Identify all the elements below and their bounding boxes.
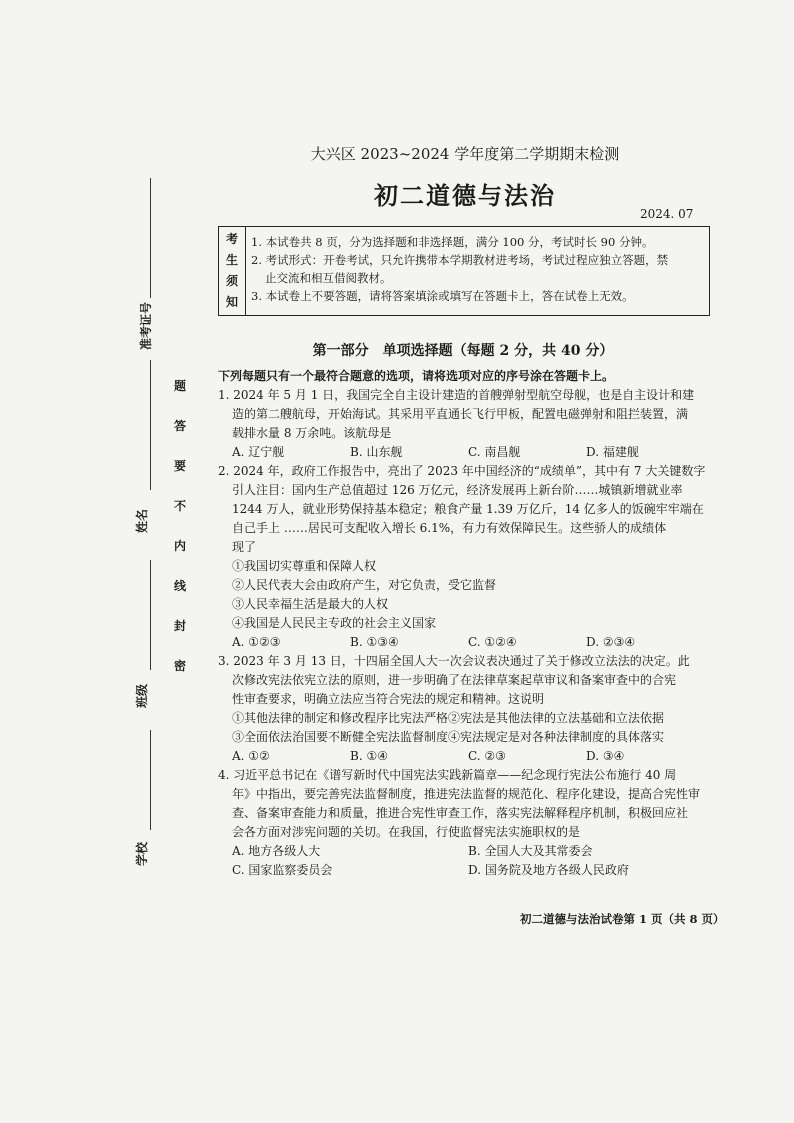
seal-char: 答 (173, 419, 186, 433)
options (218, 747, 714, 766)
question-4 (218, 766, 714, 880)
question-line: 3. 2023 年 3 月 13 日，十四届全国人大一次会议表决通过了关于修改立法法的决定。此 (218, 654, 690, 668)
notice-label-char: 须 (225, 274, 238, 288)
statement: ③人民幸福生活是最大的人权 (232, 597, 389, 611)
option-c: C. ②③ (468, 749, 506, 763)
notice-item: 2. 考试形式：开卷考试，只允许携带本学期教材进考场，考试过程应独立答题，禁 (251, 253, 669, 267)
option-c: C. ①②④ (468, 635, 517, 649)
notice-label-char: 考 (225, 232, 238, 246)
statement: ④我国是人民民主专政的社会主义国家 (232, 616, 437, 630)
name-label: 姓名 (135, 508, 150, 534)
exam-number-line (150, 178, 151, 298)
question-line: 会各方面对涉宪问题的关切。在我国，行使监督宪法实施职权的是 (232, 825, 581, 839)
question-line: 自己手上 ……居民可支配收入增长 6.1%，有力有效保障民生。这些骄人的成绩体 (232, 521, 667, 535)
question-line: 年》中指出，要完善宪法监督制度，推进宪法监督的规范化、程序化建设，提高合宪性审 (232, 787, 701, 801)
options (218, 443, 714, 462)
option-a: A. ①② (232, 749, 270, 763)
question-line: 造的第二艘航母，开始海试。其采用平直通长飞行甲板，配置电磁弹射和阻拦装置，满 (232, 407, 689, 421)
class-label: 班级 (135, 683, 150, 709)
question-1 (218, 386, 714, 462)
option-d: D. ③④ (586, 749, 625, 763)
exam-title: 大兴区 2023~2024 学年度第二学期期末检测 (310, 145, 620, 163)
question-line: 引人注目：国内生产总值超过 126 万亿元，经济发展再上新台阶……城镇新增就业率 (232, 483, 683, 497)
seal-line-text (172, 378, 188, 698)
school-line (150, 730, 151, 830)
question-line: 次修改宪法依宪立法的原则，进一步明确了在法律草案起草审议和备案审查中的合宪 (232, 673, 677, 687)
seal-char: 题 (173, 379, 186, 393)
question-line: 现了 (232, 540, 257, 554)
statement: ②人民代表大会由政府产生，对它负责，受它监督 (232, 578, 497, 592)
notice-item: 止交流和相互借阅教材。 (265, 271, 392, 285)
notice-item: 1. 本试卷共 8 页，分为选择题和非选择题，满分 100 分，考试时长 90 分钟。 (251, 235, 654, 249)
seal-char: 密 (173, 659, 186, 673)
question-line: 1. 2024 年 5 月 1 日，我国完全自主设计建造的首艘弹射型航空母舰，也是自主设计和建 (218, 388, 695, 402)
option-b: B. 山东舰 (350, 445, 403, 459)
notice-body (251, 233, 705, 305)
question-2 (218, 462, 714, 652)
question-line: 4. 习近平总书记在《谱写新时代中国宪法实践新篇章——纪念现行宪法公布施行 40 周 (218, 768, 677, 782)
notice-item: 3. 本试卷上不要答题，请将答案填涂或填写在答题卡上，答在试卷上无效。 (251, 289, 634, 303)
option-a: A. 地方各级人大 (232, 844, 321, 858)
seal-char: 封 (173, 619, 186, 633)
seal-char: 内 (173, 539, 186, 553)
class-line (150, 560, 151, 670)
exam-number-label: 准考证号 (139, 301, 154, 351)
school-label: 学校 (135, 841, 150, 867)
notice-label (219, 227, 246, 315)
option-c: C. 南昌舰 (468, 445, 521, 459)
option-c: C. 国家监察委员会 (232, 863, 333, 877)
option-a: A. ①②③ (232, 635, 281, 649)
subject-title: 初二道德与法治 (374, 181, 556, 210)
statement: ①我国切实尊重和保障人权 (232, 559, 377, 573)
option-a: A. 辽宁舰 (232, 445, 285, 459)
exam-date: 2024. 07 (640, 207, 694, 221)
questions-area (218, 367, 714, 880)
question-line: 性审查要求，明确立法应当符合宪法的规定和精神。这说明 (232, 692, 545, 706)
candidate-notice-box (218, 226, 710, 316)
statement: ③全面依法治国要不断健全宪法监督制度④宪法规定是对各种法律制度的具体落实 (232, 730, 665, 744)
option-d: D. ②③④ (586, 635, 636, 649)
section-title: 第一部分 单项选择题（每题 2 分，共 40 分） (312, 343, 614, 359)
seal-char: 要 (173, 459, 186, 473)
notice-label-char: 生 (225, 253, 238, 267)
option-b: B. 全国人大及其常委会 (468, 844, 593, 858)
option-b: B. ①③④ (350, 635, 399, 649)
page-footer: 初二道德与法治试卷第 1 页（共 8 页） (520, 912, 725, 926)
question-line: 1244 万人，就业形势保持基本稳定；粮食产量 1.39 万亿斤，14 亿多人的饭碗牢牢端在 (232, 502, 704, 516)
seal-char: 线 (173, 579, 186, 593)
statement: ①其他法律的制定和修改程序比宪法严格②宪法是其他法律的立法基础和立法依据 (232, 711, 665, 725)
question-line: 2. 2024 年，政府工作报告中，亮出了 2023 年中国经济的“成绩单”，其中有 7 大关键数字 (218, 464, 706, 478)
seal-char: 不 (173, 499, 186, 513)
option-d: D. 国务院及地方各级人民政府 (468, 863, 629, 877)
question-line: 载排水量 8 万余吨。该航母是 (232, 426, 392, 440)
question-3 (218, 652, 714, 766)
option-d: D. 福建舰 (586, 445, 639, 459)
notice-label-char: 知 (225, 295, 238, 309)
options (218, 842, 714, 880)
options (218, 633, 714, 652)
name-line (150, 360, 151, 490)
option-b: B. ①④ (350, 749, 388, 763)
section-instruction: 下列每题只有一个最符合题意的选项，请将选项对应的序号涂在答题卡上。 (218, 369, 615, 383)
question-line: 查、备案审查能力和质量，推进合宪性审查工作，落实宪法解释程序机制，积极回应社 (232, 806, 689, 820)
